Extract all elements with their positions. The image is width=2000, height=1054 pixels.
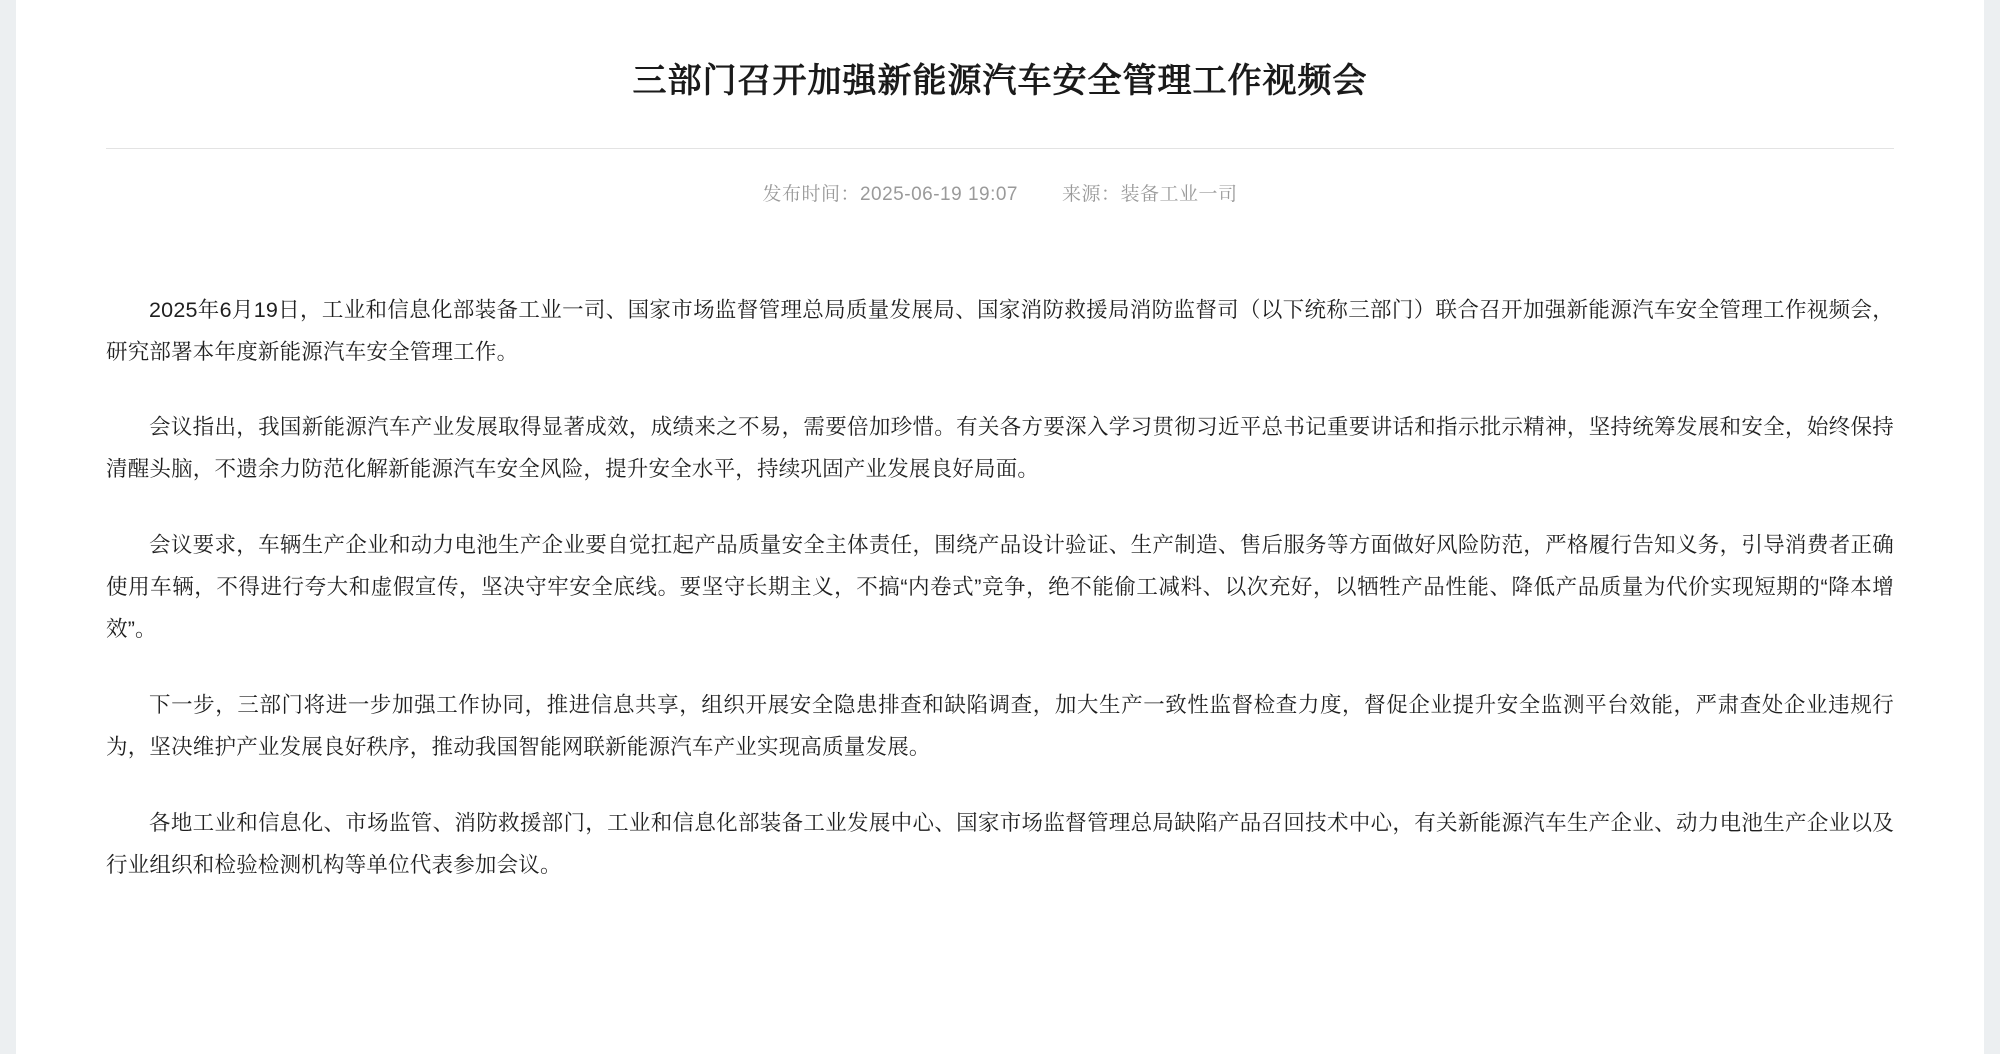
article-container: [16, 0, 1984, 1054]
title-divider: [106, 148, 1894, 149]
article-paragraph: 2025年6月19日，工业和信息化部装备工业一司、国家市场监督管理总局质量发展局、国家消防救援局消防监督司（以下统称三部门）联合召开加强新能源汽车安全管理工作视频会，研究部署本年度新能源汽车安全管理工作。: [106, 297, 1894, 364]
publish-time-value: 2025-06-19 19:07: [859, 183, 1018, 205]
source-label: 来源：: [1062, 183, 1121, 205]
publish-time: [762, 179, 1018, 206]
source-value: 装备工业一司: [1120, 183, 1238, 205]
article-body: [16, 206, 1984, 887]
article-paragraph: 会议要求，车辆生产企业和动力电池生产企业要自觉扛起产品质量安全主体责任，围绕产品设计验证、生产制造、售后服务等方面做好风险防范，严格履行告知义务，引导消费者正确使用车辆，不得进行夸大和虚假宣传，坚决守牢安全底线。要坚守长期主义，不搞“内卷式”竞争，绝不能偷工减料、以次充好，以牺牲产品性能、降低产品质量为代价实现短期的“降本增效”。: [106, 533, 1894, 642]
article-paragraph: 各地工业和信息化、市场监管、消防救援部门，工业和信息化部装备工业发展中心、国家市场监督管理总局缺陷产品召回技术中心，有关新能源汽车生产企业、动力电池生产企业以及行业组织和检验检测机构等单位代表参加会议。: [106, 810, 1894, 877]
article-paragraph: 会议指出，我国新能源汽车产业发展取得显著成效，成绩来之不易，需要倍加珍惜。有关各方要深入学习贯彻习近平总书记重要讲话和指示批示精神，坚持统筹发展和安全，始终保持清醒头脑，不遗余力防范化解新能源汽车安全风险，提升安全水平，持续巩固产业发展良好局面。: [106, 415, 1894, 482]
publish-time-label: 发布时间：: [762, 183, 860, 205]
article-meta: [16, 179, 1984, 206]
article-paragraph: 下一步，三部门将进一步加强工作协同，推进信息共享，组织开展安全隐患排查和缺陷调查，加大生产一致性监督检查力度，督促企业提升安全监测平台效能，严肃查处企业违规行为，坚决维护产业发展良好秩序，推动我国智能网联新能源汽车产业实现高质量发展。: [106, 693, 1894, 759]
page-title: 三部门召开加强新能源汽车安全管理工作视频会: [632, 62, 1368, 100]
source: [1062, 179, 1238, 206]
